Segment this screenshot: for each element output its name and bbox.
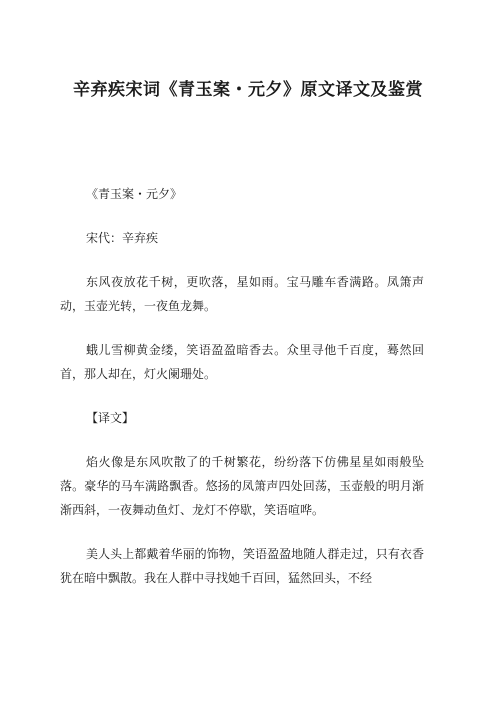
poem-title: 《青玉案・元夕》 xyxy=(86,187,183,201)
translation-heading: 【译文】 xyxy=(86,411,135,425)
document-title: 辛弃疾宋词《青玉案・元夕》原文译文及鉴赏 xyxy=(73,80,423,100)
translation-paragraph-1: 焰火像是东风吹散了的千树繁花，纷纷落下仿佛星星如雨般坠落。豪华的马车满路飘香。悠扬的凤箫声四处回荡，玉壶般的明月渐渐西斜，一夜舞动鱼灯、龙灯不停歇，笑语喧哗。 xyxy=(60,455,424,517)
document-body xyxy=(60,182,424,610)
poem-stanza-1: 东风夜放花千树，更吹落，星如雨。宝马雕车香满路。凤箫声动，玉壶光转，一夜鱼龙舞。 xyxy=(60,275,424,313)
poem-author: 宋代：辛弃疾 xyxy=(86,231,159,245)
poem-stanza-2: 蛾儿雪柳黄金缕，笑语盈盈暗香去。众里寻他千百度，蓦然回首，那人却在，灯火阑珊处。 xyxy=(60,343,424,381)
translation-paragraph-2: 美人头上都戴着华丽的饰物，笑语盈盈地随人群走过，只有衣香犹在暗中飘散。我在人群中寻找她千百回，猛然回头，不经 xyxy=(60,547,424,585)
